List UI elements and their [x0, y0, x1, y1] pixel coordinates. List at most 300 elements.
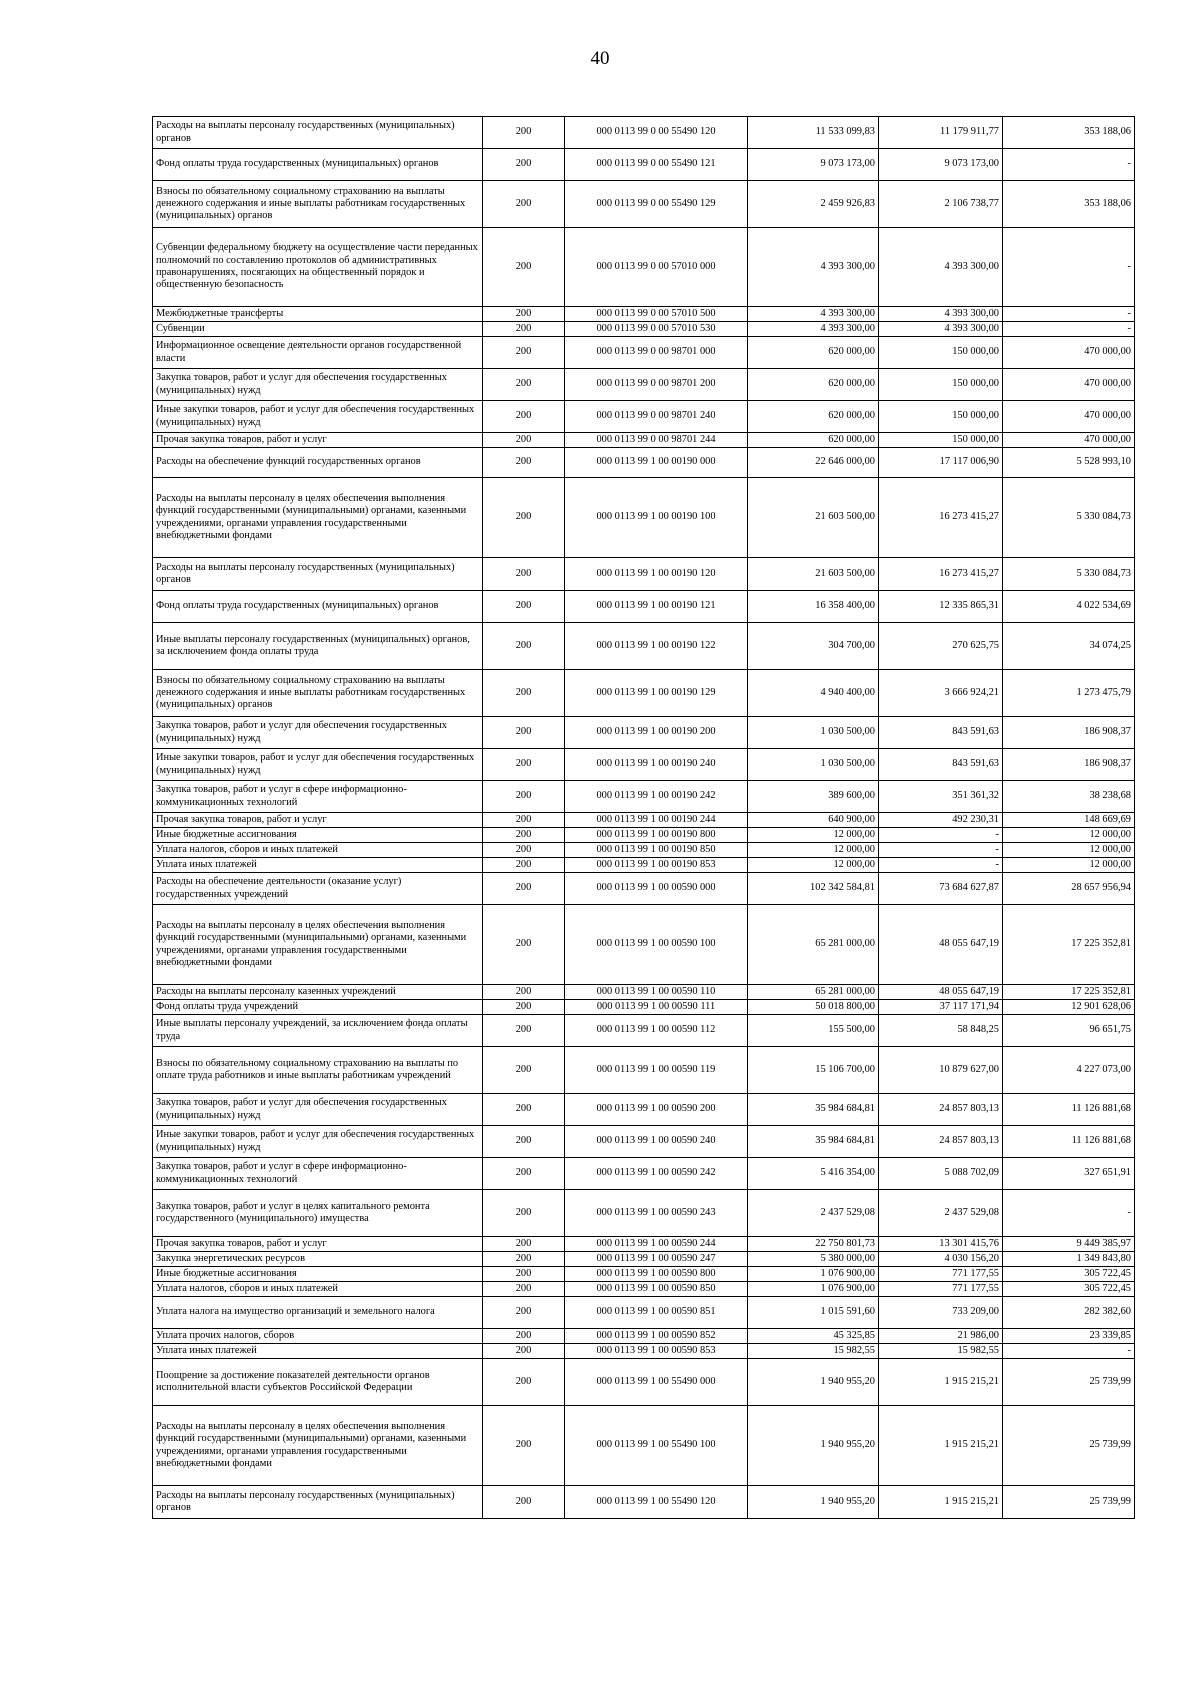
classifier-code-cell: 000 0113 99 1 00 00190 244	[565, 813, 748, 828]
approved-amount-cell: 1 940 955,20	[748, 1359, 879, 1406]
classifier-code-cell: 000 0113 99 0 00 57010 000	[565, 228, 748, 307]
expense-name-cell: Субвенции	[153, 322, 483, 337]
table-row	[153, 1329, 1135, 1344]
approved-amount-cell: 50 018 800,00	[748, 1000, 879, 1015]
unexecuted-amount-cell: 25 739,99	[1003, 1406, 1135, 1486]
executed-amount-cell: 843 591,63	[879, 717, 1003, 749]
expense-name-cell: Иные бюджетные ассигнования	[153, 1267, 483, 1282]
approved-amount-cell: 1 030 500,00	[748, 717, 879, 749]
executed-amount-cell: 21 986,00	[879, 1329, 1003, 1344]
classifier-code-cell: 000 0113 99 1 00 00190 200	[565, 717, 748, 749]
expense-name-cell: Взносы по обязательному социальному страхованию на выплаты денежного содержания и иные выплаты работникам государственных (муниципальных) органов	[153, 181, 483, 228]
unexecuted-amount-cell: 9 449 385,97	[1003, 1237, 1135, 1252]
expense-name-cell: Расходы на обеспечение деятельности (оказание услуг) государственных учреждений	[153, 873, 483, 905]
classifier-code-cell: 000 0113 99 0 00 55490 129	[565, 181, 748, 228]
executed-amount-cell: 771 177,55	[879, 1267, 1003, 1282]
unexecuted-amount-cell: 11 126 881,68	[1003, 1126, 1135, 1158]
executed-amount-cell: -	[879, 843, 1003, 858]
table-row	[153, 749, 1135, 781]
expense-name-cell: Прочая закупка товаров, работ и услуг	[153, 1237, 483, 1252]
unexecuted-amount-cell: 186 908,37	[1003, 749, 1135, 781]
line-code-cell: 200	[483, 433, 565, 448]
unexecuted-amount-cell: -	[1003, 1190, 1135, 1237]
line-code-cell: 200	[483, 181, 565, 228]
expense-name-cell: Межбюджетные трансферты	[153, 307, 483, 322]
expense-name-cell: Закупка товаров, работ и услуг в сфере информационно-коммуникационных технологий	[153, 1158, 483, 1190]
approved-amount-cell: 620 000,00	[748, 369, 879, 401]
expense-name-cell: Информационное освещение деятельности органов государственной власти	[153, 337, 483, 369]
executed-amount-cell: 58 848,25	[879, 1015, 1003, 1047]
table-row	[153, 1406, 1135, 1486]
expense-name-cell: Взносы по обязательному социальному страхованию на выплаты по оплате труда работников и иные выплаты работникам учреждений	[153, 1047, 483, 1094]
line-code-cell: 200	[483, 670, 565, 717]
classifier-code-cell: 000 0113 99 0 00 55490 120	[565, 117, 748, 149]
executed-amount-cell: 771 177,55	[879, 1282, 1003, 1297]
expense-name-cell: Субвенции федеральному бюджету на осуществление части переданных полномочий по составлению протоколов об административных правонарушениях, посягающих на общественный порядок и общественную безопасность	[153, 228, 483, 307]
unexecuted-amount-cell: 470 000,00	[1003, 337, 1135, 369]
table-row	[153, 181, 1135, 228]
expense-name-cell: Иные выплаты персоналу учреждений, за исключением фонда оплаты труда	[153, 1015, 483, 1047]
classifier-code-cell: 000 0113 99 1 00 00590 852	[565, 1329, 748, 1344]
classifier-code-cell: 000 0113 99 1 00 00590 850	[565, 1282, 748, 1297]
line-code-cell: 200	[483, 1267, 565, 1282]
expense-name-cell: Уплата иных платежей	[153, 1344, 483, 1359]
expense-name-cell: Уплата прочих налогов, сборов	[153, 1329, 483, 1344]
approved-amount-cell: 65 281 000,00	[748, 985, 879, 1000]
approved-amount-cell: 1 076 900,00	[748, 1282, 879, 1297]
unexecuted-amount-cell: 12 000,00	[1003, 858, 1135, 873]
unexecuted-amount-cell: 17 225 352,81	[1003, 985, 1135, 1000]
executed-amount-cell: 492 230,31	[879, 813, 1003, 828]
approved-amount-cell: 22 646 000,00	[748, 448, 879, 478]
table-row	[153, 1237, 1135, 1252]
expense-name-cell: Закупка товаров, работ и услуг для обеспечения государственных (муниципальных) нужд	[153, 369, 483, 401]
executed-amount-cell: 351 361,32	[879, 781, 1003, 813]
approved-amount-cell: 1 940 955,20	[748, 1486, 879, 1519]
unexecuted-amount-cell: 5 330 084,73	[1003, 558, 1135, 591]
approved-amount-cell: 12 000,00	[748, 843, 879, 858]
executed-amount-cell: 16 273 415,27	[879, 558, 1003, 591]
unexecuted-amount-cell: 186 908,37	[1003, 717, 1135, 749]
line-code-cell: 200	[483, 149, 565, 181]
executed-amount-cell: 9 073 173,00	[879, 149, 1003, 181]
approved-amount-cell: 2 437 529,08	[748, 1190, 879, 1237]
line-code-cell: 200	[483, 228, 565, 307]
line-code-cell: 200	[483, 1158, 565, 1190]
unexecuted-amount-cell: -	[1003, 228, 1135, 307]
table-row	[153, 322, 1135, 337]
line-code-cell: 200	[483, 843, 565, 858]
line-code-cell: 200	[483, 1094, 565, 1126]
unexecuted-amount-cell: 148 669,69	[1003, 813, 1135, 828]
classifier-code-cell: 000 0113 99 1 00 00590 851	[565, 1297, 748, 1329]
executed-amount-cell: 4 393 300,00	[879, 228, 1003, 307]
table-row	[153, 781, 1135, 813]
executed-amount-cell: 4 393 300,00	[879, 322, 1003, 337]
table-row	[153, 1344, 1135, 1359]
executed-amount-cell: 2 106 738,77	[879, 181, 1003, 228]
expense-name-cell: Поощрение за достижение показателей деятельности органов исполнительной власти субъектов Российской Федерации	[153, 1359, 483, 1406]
classifier-code-cell: 000 0113 99 1 00 00590 240	[565, 1126, 748, 1158]
table-row	[153, 433, 1135, 448]
table-row	[153, 369, 1135, 401]
line-code-cell: 200	[483, 1329, 565, 1344]
approved-amount-cell: 22 750 801,73	[748, 1237, 879, 1252]
unexecuted-amount-cell: 4 227 073,00	[1003, 1047, 1135, 1094]
classifier-code-cell: 000 0113 99 1 00 00190 121	[565, 591, 748, 623]
table-row	[153, 873, 1135, 905]
table-row	[153, 337, 1135, 369]
classifier-code-cell: 000 0113 99 1 00 00590 244	[565, 1237, 748, 1252]
expense-name-cell: Фонд оплаты труда государственных (муниципальных) органов	[153, 591, 483, 623]
line-code-cell: 200	[483, 1047, 565, 1094]
executed-amount-cell: 1 915 215,21	[879, 1406, 1003, 1486]
classifier-code-cell: 000 0113 99 0 00 57010 500	[565, 307, 748, 322]
classifier-code-cell: 000 0113 99 1 00 00590 110	[565, 985, 748, 1000]
expense-name-cell: Прочая закупка товаров, работ и услуг	[153, 813, 483, 828]
line-code-cell: 200	[483, 905, 565, 985]
line-code-cell: 200	[483, 322, 565, 337]
expense-name-cell: Уплата иных платежей	[153, 858, 483, 873]
unexecuted-amount-cell: 96 651,75	[1003, 1015, 1135, 1047]
classifier-code-cell: 000 0113 99 1 00 00590 119	[565, 1047, 748, 1094]
classifier-code-cell: 000 0113 99 1 00 55490 000	[565, 1359, 748, 1406]
line-code-cell: 200	[483, 558, 565, 591]
line-code-cell: 200	[483, 1126, 565, 1158]
budget-execution-table	[152, 116, 1135, 1519]
unexecuted-amount-cell: -	[1003, 1344, 1135, 1359]
classifier-code-cell: 000 0113 99 1 00 00190 122	[565, 623, 748, 670]
approved-amount-cell: 1 940 955,20	[748, 1406, 879, 1486]
expense-name-cell: Закупка товаров, работ и услуг для обеспечения государственных (муниципальных) нужд	[153, 717, 483, 749]
approved-amount-cell: 16 358 400,00	[748, 591, 879, 623]
table-row	[153, 1486, 1135, 1519]
unexecuted-amount-cell: 353 188,06	[1003, 181, 1135, 228]
unexecuted-amount-cell: 12 000,00	[1003, 828, 1135, 843]
approved-amount-cell: 11 533 099,83	[748, 117, 879, 149]
table-row	[153, 117, 1135, 149]
approved-amount-cell: 12 000,00	[748, 858, 879, 873]
expense-name-cell: Расходы на выплаты персоналу государственных (муниципальных) органов	[153, 117, 483, 149]
executed-amount-cell: 4 030 156,20	[879, 1252, 1003, 1267]
line-code-cell: 200	[483, 1252, 565, 1267]
table-row	[153, 401, 1135, 433]
approved-amount-cell: 102 342 584,81	[748, 873, 879, 905]
executed-amount-cell: 1 915 215,21	[879, 1486, 1003, 1519]
approved-amount-cell: 4 393 300,00	[748, 322, 879, 337]
table-row	[153, 1047, 1135, 1094]
unexecuted-amount-cell: 305 722,45	[1003, 1267, 1135, 1282]
line-code-cell: 200	[483, 873, 565, 905]
classifier-code-cell: 000 0113 99 1 00 00190 242	[565, 781, 748, 813]
table-row	[153, 478, 1135, 558]
approved-amount-cell: 304 700,00	[748, 623, 879, 670]
executed-amount-cell: 17 117 006,90	[879, 448, 1003, 478]
unexecuted-amount-cell: 12 000,00	[1003, 843, 1135, 858]
table-row	[153, 149, 1135, 181]
classifier-code-cell: 000 0113 99 0 00 98701 244	[565, 433, 748, 448]
approved-amount-cell: 4 940 400,00	[748, 670, 879, 717]
executed-amount-cell: 150 000,00	[879, 369, 1003, 401]
line-code-cell: 200	[483, 1406, 565, 1486]
classifier-code-cell: 000 0113 99 0 00 55490 121	[565, 149, 748, 181]
line-code-cell: 200	[483, 813, 565, 828]
line-code-cell: 200	[483, 478, 565, 558]
expense-name-cell: Расходы на выплаты персоналу государственных (муниципальных) органов	[153, 558, 483, 591]
line-code-cell: 200	[483, 1282, 565, 1297]
unexecuted-amount-cell: 5 330 084,73	[1003, 478, 1135, 558]
line-code-cell: 200	[483, 1015, 565, 1047]
table-row	[153, 1252, 1135, 1267]
unexecuted-amount-cell: 25 739,99	[1003, 1486, 1135, 1519]
line-code-cell: 200	[483, 1359, 565, 1406]
expense-name-cell: Закупка товаров, работ и услуг для обеспечения государственных (муниципальных) нужд	[153, 1094, 483, 1126]
expense-name-cell: Иные закупки товаров, работ и услуг для обеспечения государственных (муниципальных) нужд	[153, 1126, 483, 1158]
line-code-cell: 200	[483, 369, 565, 401]
table-row	[153, 813, 1135, 828]
unexecuted-amount-cell: 470 000,00	[1003, 433, 1135, 448]
classifier-code-cell: 000 0113 99 1 00 00190 240	[565, 749, 748, 781]
unexecuted-amount-cell: 470 000,00	[1003, 401, 1135, 433]
approved-amount-cell: 35 984 684,81	[748, 1094, 879, 1126]
executed-amount-cell: 733 209,00	[879, 1297, 1003, 1329]
unexecuted-amount-cell: 470 000,00	[1003, 369, 1135, 401]
expense-name-cell: Уплата налога на имущество организаций и земельного налога	[153, 1297, 483, 1329]
approved-amount-cell: 15 106 700,00	[748, 1047, 879, 1094]
executed-amount-cell: -	[879, 828, 1003, 843]
line-code-cell: 200	[483, 985, 565, 1000]
line-code-cell: 200	[483, 828, 565, 843]
classifier-code-cell: 000 0113 99 1 00 00190 850	[565, 843, 748, 858]
line-code-cell: 200	[483, 623, 565, 670]
table-row	[153, 1015, 1135, 1047]
table-row	[153, 985, 1135, 1000]
table-row	[153, 1282, 1135, 1297]
expense-name-cell: Уплата налогов, сборов и иных платежей	[153, 843, 483, 858]
classifier-code-cell: 000 0113 99 0 00 98701 200	[565, 369, 748, 401]
executed-amount-cell: 16 273 415,27	[879, 478, 1003, 558]
classifier-code-cell: 000 0113 99 1 00 00590 000	[565, 873, 748, 905]
expense-name-cell: Закупка товаров, работ и услуг в целях капитального ремонта государственного (муниципального) имущества	[153, 1190, 483, 1237]
unexecuted-amount-cell: -	[1003, 307, 1135, 322]
approved-amount-cell: 620 000,00	[748, 433, 879, 448]
table-row	[153, 717, 1135, 749]
approved-amount-cell: 45 325,85	[748, 1329, 879, 1344]
table-row	[153, 905, 1135, 985]
table-row	[153, 1297, 1135, 1329]
classifier-code-cell: 000 0113 99 1 00 00190 853	[565, 858, 748, 873]
unexecuted-amount-cell: 282 382,60	[1003, 1297, 1135, 1329]
expense-name-cell: Иные закупки товаров, работ и услуг для обеспечения государственных (муниципальных) нужд	[153, 749, 483, 781]
expense-name-cell: Расходы на обеспечение функций государственных органов	[153, 448, 483, 478]
expense-name-cell: Прочая закупка товаров, работ и услуг	[153, 433, 483, 448]
table-row	[153, 828, 1135, 843]
line-code-cell: 200	[483, 591, 565, 623]
line-code-cell: 200	[483, 1190, 565, 1237]
expense-name-cell: Иные выплаты персоналу государственных (муниципальных) органов, за исключением фонда оплаты труда	[153, 623, 483, 670]
table-row	[153, 1158, 1135, 1190]
table-body	[153, 117, 1135, 1519]
line-code-cell: 200	[483, 717, 565, 749]
table-row	[153, 558, 1135, 591]
approved-amount-cell: 5 416 354,00	[748, 1158, 879, 1190]
executed-amount-cell: 48 055 647,19	[879, 905, 1003, 985]
classifier-code-cell: 000 0113 99 0 00 98701 000	[565, 337, 748, 369]
expense-name-cell: Расходы на выплаты персоналу в целях обеспечения выполнения функций государственными (муниципальными) органами, казенными учреждениями, органами управления государственными внебюджетными фондами	[153, 478, 483, 558]
executed-amount-cell: 5 088 702,09	[879, 1158, 1003, 1190]
unexecuted-amount-cell: 1 349 843,80	[1003, 1252, 1135, 1267]
expense-name-cell: Расходы на выплаты персоналу казенных учреждений	[153, 985, 483, 1000]
expense-name-cell: Взносы по обязательному социальному страхованию на выплаты денежного содержания и иные выплаты работникам государственных (муниципальных) органов	[153, 670, 483, 717]
classifier-code-cell: 000 0113 99 1 00 00590 247	[565, 1252, 748, 1267]
unexecuted-amount-cell: 23 339,85	[1003, 1329, 1135, 1344]
approved-amount-cell: 15 982,55	[748, 1344, 879, 1359]
table-row	[153, 1000, 1135, 1015]
unexecuted-amount-cell: 5 528 993,10	[1003, 448, 1135, 478]
approved-amount-cell: 640 900,00	[748, 813, 879, 828]
approved-amount-cell: 1 030 500,00	[748, 749, 879, 781]
executed-amount-cell: 150 000,00	[879, 337, 1003, 369]
line-code-cell: 200	[483, 858, 565, 873]
line-code-cell: 200	[483, 401, 565, 433]
expense-name-cell: Иные закупки товаров, работ и услуг для обеспечения государственных (муниципальных) нужд	[153, 401, 483, 433]
expense-name-cell: Уплата налогов, сборов и иных платежей	[153, 1282, 483, 1297]
classifier-code-cell: 000 0113 99 1 00 00190 129	[565, 670, 748, 717]
table-row	[153, 1267, 1135, 1282]
approved-amount-cell: 5 380 000,00	[748, 1252, 879, 1267]
unexecuted-amount-cell: 4 022 534,69	[1003, 591, 1135, 623]
table-row	[153, 843, 1135, 858]
approved-amount-cell: 65 281 000,00	[748, 905, 879, 985]
approved-amount-cell: 9 073 173,00	[748, 149, 879, 181]
unexecuted-amount-cell: 17 225 352,81	[1003, 905, 1135, 985]
table-row	[153, 448, 1135, 478]
expense-name-cell: Фонд оплаты труда государственных (муниципальных) органов	[153, 149, 483, 181]
unexecuted-amount-cell: 25 739,99	[1003, 1359, 1135, 1406]
classifier-code-cell: 000 0113 99 1 00 00190 000	[565, 448, 748, 478]
expense-name-cell: Расходы на выплаты персоналу государственных (муниципальных) органов	[153, 1486, 483, 1519]
unexecuted-amount-cell: 305 722,45	[1003, 1282, 1135, 1297]
executed-amount-cell: -	[879, 858, 1003, 873]
table-row	[153, 670, 1135, 717]
approved-amount-cell: 4 393 300,00	[748, 307, 879, 322]
executed-amount-cell: 73 684 627,87	[879, 873, 1003, 905]
table-row	[153, 1190, 1135, 1237]
approved-amount-cell: 12 000,00	[748, 828, 879, 843]
classifier-code-cell: 000 0113 99 1 00 00590 853	[565, 1344, 748, 1359]
table-row	[153, 623, 1135, 670]
line-code-cell: 200	[483, 1344, 565, 1359]
executed-amount-cell: 13 301 415,76	[879, 1237, 1003, 1252]
line-code-cell: 200	[483, 749, 565, 781]
executed-amount-cell: 37 117 171,94	[879, 1000, 1003, 1015]
classifier-code-cell: 000 0113 99 1 00 00190 800	[565, 828, 748, 843]
classifier-code-cell: 000 0113 99 0 00 98701 240	[565, 401, 748, 433]
executed-amount-cell: 3 666 924,21	[879, 670, 1003, 717]
table-row	[153, 591, 1135, 623]
executed-amount-cell: 150 000,00	[879, 433, 1003, 448]
approved-amount-cell: 620 000,00	[748, 337, 879, 369]
executed-amount-cell: 24 857 803,13	[879, 1094, 1003, 1126]
expense-name-cell: Иные бюджетные ассигнования	[153, 828, 483, 843]
line-code-cell: 200	[483, 1000, 565, 1015]
executed-amount-cell: 4 393 300,00	[879, 307, 1003, 322]
approved-amount-cell: 4 393 300,00	[748, 228, 879, 307]
executed-amount-cell: 12 335 865,31	[879, 591, 1003, 623]
classifier-code-cell: 000 0113 99 0 00 57010 530	[565, 322, 748, 337]
executed-amount-cell: 10 879 627,00	[879, 1047, 1003, 1094]
approved-amount-cell: 2 459 926,83	[748, 181, 879, 228]
unexecuted-amount-cell: 11 126 881,68	[1003, 1094, 1135, 1126]
expense-name-cell: Расходы на выплаты персоналу в целях обеспечения выполнения функций государственными (муниципальными) органами, казенными учреждениями, органами управления государственными внебюджетными фондами	[153, 1406, 483, 1486]
expense-name-cell: Фонд оплаты труда учреждений	[153, 1000, 483, 1015]
classifier-code-cell: 000 0113 99 1 00 00590 800	[565, 1267, 748, 1282]
line-code-cell: 200	[483, 448, 565, 478]
executed-amount-cell: 843 591,63	[879, 749, 1003, 781]
table-row	[153, 307, 1135, 322]
classifier-code-cell: 000 0113 99 1 00 00590 242	[565, 1158, 748, 1190]
executed-amount-cell: 15 982,55	[879, 1344, 1003, 1359]
line-code-cell: 200	[483, 307, 565, 322]
classifier-code-cell: 000 0113 99 1 00 55490 120	[565, 1486, 748, 1519]
page-number: 40	[590, 48, 610, 69]
table-row	[153, 1126, 1135, 1158]
classifier-code-cell: 000 0113 99 1 00 00590 200	[565, 1094, 748, 1126]
executed-amount-cell: 11 179 911,77	[879, 117, 1003, 149]
approved-amount-cell: 21 603 500,00	[748, 558, 879, 591]
unexecuted-amount-cell: 327 651,91	[1003, 1158, 1135, 1190]
classifier-code-cell: 000 0113 99 1 00 00590 111	[565, 1000, 748, 1015]
unexecuted-amount-cell: -	[1003, 149, 1135, 181]
unexecuted-amount-cell: 1 273 475,79	[1003, 670, 1135, 717]
table-row	[153, 228, 1135, 307]
classifier-code-cell: 000 0113 99 1 00 00590 243	[565, 1190, 748, 1237]
table-row	[153, 858, 1135, 873]
approved-amount-cell: 35 984 684,81	[748, 1126, 879, 1158]
executed-amount-cell: 1 915 215,21	[879, 1359, 1003, 1406]
approved-amount-cell: 155 500,00	[748, 1015, 879, 1047]
line-code-cell: 200	[483, 1237, 565, 1252]
unexecuted-amount-cell: 353 188,06	[1003, 117, 1135, 149]
expense-name-cell: Закупка товаров, работ и услуг в сфере информационно-коммуникационных технологий	[153, 781, 483, 813]
executed-amount-cell: 48 055 647,19	[879, 985, 1003, 1000]
approved-amount-cell: 1 015 591,60	[748, 1297, 879, 1329]
line-code-cell: 200	[483, 117, 565, 149]
classifier-code-cell: 000 0113 99 1 00 00190 120	[565, 558, 748, 591]
line-code-cell: 200	[483, 781, 565, 813]
classifier-code-cell: 000 0113 99 1 00 00190 100	[565, 478, 748, 558]
expense-name-cell: Закупка энергетических ресурсов	[153, 1252, 483, 1267]
classifier-code-cell: 000 0113 99 1 00 00590 100	[565, 905, 748, 985]
classifier-code-cell: 000 0113 99 1 00 00590 112	[565, 1015, 748, 1047]
table-row	[153, 1359, 1135, 1406]
expense-name-cell: Расходы на выплаты персоналу в целях обеспечения выполнения функций государственными (муниципальными) органами, казенными учреждениями, органами управления государственными внебюджетными фондами	[153, 905, 483, 985]
line-code-cell: 200	[483, 1486, 565, 1519]
executed-amount-cell: 2 437 529,08	[879, 1190, 1003, 1237]
unexecuted-amount-cell: 34 074,25	[1003, 623, 1135, 670]
executed-amount-cell: 150 000,00	[879, 401, 1003, 433]
line-code-cell: 200	[483, 1297, 565, 1329]
unexecuted-amount-cell: 28 657 956,94	[1003, 873, 1135, 905]
unexecuted-amount-cell: -	[1003, 322, 1135, 337]
executed-amount-cell: 270 625,75	[879, 623, 1003, 670]
line-code-cell: 200	[483, 337, 565, 369]
unexecuted-amount-cell: 12 901 628,06	[1003, 1000, 1135, 1015]
classifier-code-cell: 000 0113 99 1 00 55490 100	[565, 1406, 748, 1486]
approved-amount-cell: 1 076 900,00	[748, 1267, 879, 1282]
executed-amount-cell: 24 857 803,13	[879, 1126, 1003, 1158]
approved-amount-cell: 620 000,00	[748, 401, 879, 433]
